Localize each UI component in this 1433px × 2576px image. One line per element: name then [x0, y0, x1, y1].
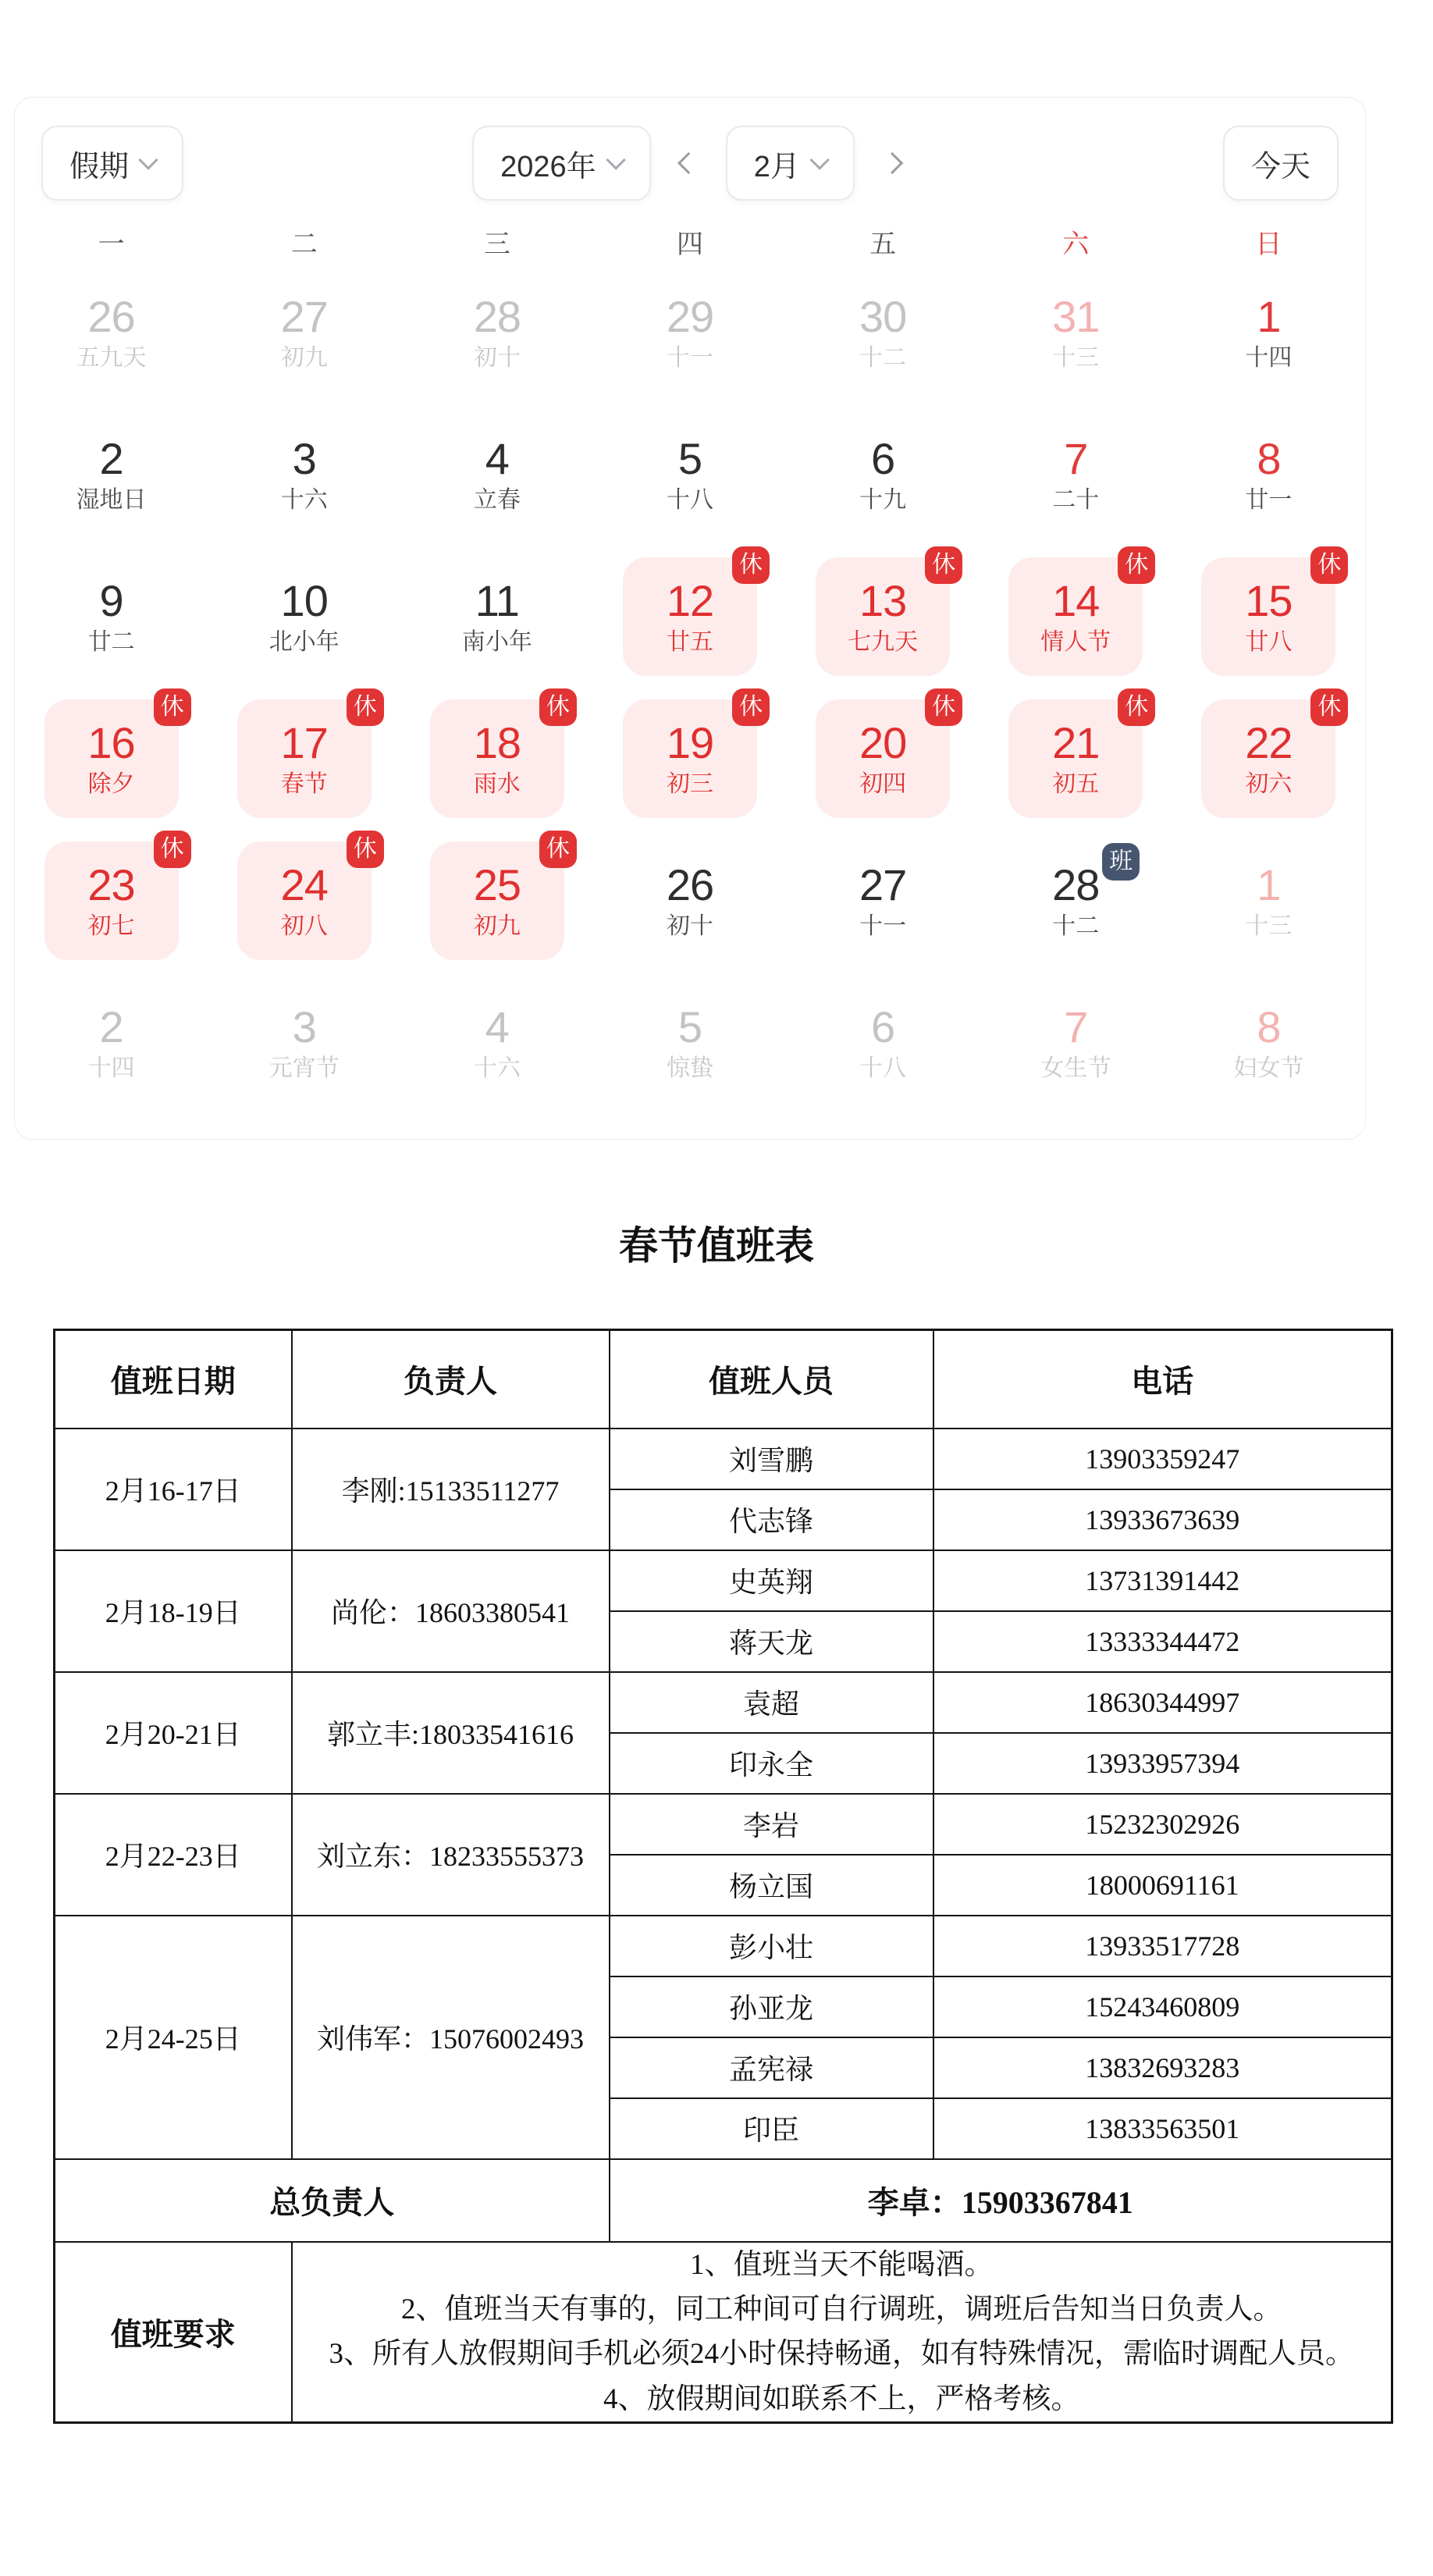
restday-badge: 休	[732, 688, 770, 726]
duty-staff-name: 孟宪禄	[610, 2037, 933, 2098]
day-cell[interactable]	[400, 546, 593, 688]
duty-leader-cell: 刘伟军：15076002493	[292, 1916, 610, 2159]
today-button[interactable]	[1223, 126, 1339, 201]
day-lunar-label: 十四	[87, 1055, 135, 1081]
day-cell[interactable]	[1172, 688, 1365, 830]
duty-staff-phone: 13731391442	[933, 1550, 1392, 1611]
chevron-left-icon	[677, 152, 699, 174]
day-tile	[816, 273, 950, 392]
day-tile	[623, 841, 757, 960]
day-number: 16	[87, 718, 135, 767]
duty-staff-phone: 18000691161	[933, 1855, 1392, 1916]
day-tile	[237, 836, 377, 960]
day-number: 8	[1257, 434, 1281, 483]
requirement-item: 1、值班当天不能喝酒。	[690, 2248, 994, 2281]
day-cell[interactable]	[787, 830, 980, 972]
day-lunar-label: 初三	[666, 771, 713, 797]
day-tile	[1008, 273, 1143, 392]
duty-staff-phone: 13833563501	[933, 2098, 1392, 2159]
duty-staff-phone: 15232302926	[933, 1794, 1392, 1855]
prev-month-button[interactable]	[673, 126, 704, 201]
calendar-toolbar	[41, 126, 1339, 201]
duty-staff-phone: 13933957394	[933, 1733, 1392, 1794]
date-navigation	[472, 126, 908, 201]
day-number: 20	[859, 718, 907, 767]
duty-staff-row	[55, 1916, 1392, 1976]
duty-staff-name: 孙亚龙	[610, 1976, 933, 2037]
day-tile	[623, 552, 763, 676]
day-lunar-label: 南小年	[461, 629, 532, 655]
requirements-body	[292, 2242, 1392, 2423]
day-tile	[816, 984, 950, 1102]
day-lunar-label: 初六	[1245, 771, 1293, 797]
day-cell[interactable]	[980, 404, 1172, 546]
day-cell[interactable]	[15, 262, 208, 404]
day-tile	[44, 836, 184, 960]
duty-column-header: 值班人员	[610, 1330, 933, 1429]
day-lunar-label: 除夕	[87, 771, 135, 797]
day-number: 23	[87, 860, 135, 909]
day-cell[interactable]	[1172, 972, 1365, 1114]
day-lunar-label: 十一	[859, 913, 907, 939]
restday-badge: 休	[539, 831, 577, 868]
duty-staff-name: 李岩	[610, 1794, 933, 1855]
day-cell[interactable]	[400, 972, 593, 1114]
restday-badge: 休	[1118, 688, 1155, 726]
day-number: 15	[1245, 576, 1293, 625]
duty-staff-row	[55, 1794, 1392, 1855]
day-lunar-label: 初七	[87, 913, 135, 939]
day-tile	[623, 415, 757, 534]
duty-table	[53, 1329, 1393, 2424]
day-cell[interactable]	[15, 972, 208, 1114]
next-month-button[interactable]	[877, 126, 908, 201]
day-lunar-label: 十八	[666, 487, 713, 513]
day-cell[interactable]	[15, 830, 208, 972]
day-cell[interactable]	[1172, 262, 1365, 404]
day-number: 24	[280, 860, 328, 909]
restday-badge: 休	[925, 688, 962, 726]
day-cell[interactable]	[980, 972, 1172, 1114]
requirements-label: 值班要求	[55, 2242, 292, 2423]
day-lunar-label: 女生节	[1040, 1055, 1111, 1081]
day-cell[interactable]	[208, 262, 400, 404]
day-number: 29	[666, 292, 714, 341]
day-number: 6	[871, 1002, 895, 1051]
day-cell[interactable]	[208, 972, 400, 1114]
duty-staff-phone: 13903359247	[933, 1429, 1392, 1489]
duty-leader-cell: 李刚:15133511277	[292, 1429, 610, 1550]
day-lunar-label: 初五	[1052, 771, 1100, 797]
day-cell[interactable]	[15, 546, 208, 688]
day-lunar-label: 十二	[1052, 913, 1100, 939]
restday-badge: 休	[347, 831, 384, 868]
day-cell[interactable]	[400, 688, 593, 830]
day-number: 3	[292, 1002, 316, 1051]
day-lunar-label: 十二	[859, 345, 907, 371]
day-lunar-label: 十三	[1245, 913, 1293, 939]
weekday-label: 一	[98, 229, 125, 259]
day-number: 26	[666, 860, 714, 909]
day-number: 28	[1052, 860, 1100, 909]
day-number: 25	[473, 860, 521, 909]
today-label: 今天	[1250, 150, 1310, 183]
duty-staff-phone: 13933673639	[933, 1489, 1392, 1550]
day-number: 21	[1052, 718, 1100, 767]
day-number: 26	[87, 292, 135, 341]
duty-staff-row	[55, 1550, 1392, 1611]
duty-column-header: 值班日期	[55, 1330, 292, 1429]
day-cell[interactable]	[1172, 830, 1365, 972]
day-number: 22	[1245, 718, 1293, 767]
restday-badge: 休	[925, 546, 962, 584]
days-grid	[15, 262, 1365, 1114]
day-tile	[623, 694, 763, 818]
day-cell[interactable]	[15, 688, 208, 830]
day-tile	[237, 557, 372, 676]
day-lunar-label: 五九天	[76, 345, 147, 371]
day-cell[interactable]	[980, 546, 1172, 688]
chevron-right-icon	[881, 152, 903, 174]
year-dropdown[interactable]	[472, 126, 651, 201]
duty-staff-phone: 18630344997	[933, 1672, 1392, 1733]
day-number: 9	[99, 576, 123, 625]
restday-badge: 休	[1310, 546, 1348, 584]
day-tile	[1201, 415, 1335, 534]
day-cell[interactable]	[787, 546, 980, 688]
duty-leader-cell: 郭立丰:18033541616	[292, 1672, 610, 1794]
day-number: 27	[859, 860, 907, 909]
day-tile	[1008, 552, 1149, 676]
general-leader-label: 总负责人	[55, 2159, 610, 2242]
day-lunar-label: 十九	[859, 487, 907, 513]
day-lunar-label: 廿五	[666, 629, 713, 655]
day-cell[interactable]	[980, 262, 1172, 404]
duty-date-cell: 2月20-21日	[55, 1672, 292, 1794]
general-leader-value: 李卓：15903367841	[610, 2159, 1392, 2242]
day-cell[interactable]	[593, 546, 786, 688]
day-lunar-label: 春节	[280, 771, 328, 797]
day-cell[interactable]	[593, 688, 786, 830]
duty-column-header: 负责人	[292, 1330, 610, 1429]
day-tile	[1201, 694, 1342, 818]
year-label: 2026年	[500, 150, 596, 183]
day-lunar-label: 北小年	[268, 629, 340, 655]
duty-leader-cell: 刘立东：18233555373	[292, 1794, 610, 1916]
restday-badge: 休	[1118, 546, 1155, 584]
day-lunar-label: 初四	[859, 771, 907, 797]
day-lunar-label: 元宵节	[268, 1055, 340, 1081]
day-tile	[1201, 984, 1335, 1102]
day-number: 3	[292, 434, 316, 483]
day-lunar-label: 廿一	[1245, 487, 1293, 513]
duty-date-cell: 2月16-17日	[55, 1429, 292, 1550]
duty-staff-row	[55, 1672, 1392, 1733]
day-lunar-label: 立春	[473, 487, 521, 513]
chevron-down-icon	[138, 150, 158, 169]
day-number: 11	[475, 576, 519, 625]
day-lunar-label: 初九	[280, 345, 328, 371]
day-cell[interactable]	[787, 688, 980, 830]
day-tile	[623, 984, 757, 1102]
day-tile	[44, 984, 179, 1102]
day-cell[interactable]	[400, 830, 593, 972]
duty-staff-name: 袁超	[610, 1672, 933, 1733]
day-number: 2	[99, 434, 123, 483]
duty-staff-name: 印臣	[610, 2098, 933, 2159]
duty-staff-name: 蒋天龙	[610, 1611, 933, 1672]
restday-badge: 休	[154, 688, 191, 726]
duty-date-cell: 2月18-19日	[55, 1550, 292, 1672]
duty-staff-row	[55, 1429, 1392, 1489]
requirement-item: 4、放假期间如联系不上，严格考核。	[603, 2382, 1080, 2415]
general-leader-row	[55, 2159, 1392, 2242]
day-cell[interactable]	[593, 262, 786, 404]
restday-badge: 休	[154, 831, 191, 868]
day-lunar-label: 初十	[666, 913, 713, 939]
day-lunar-label: 十六	[473, 1055, 521, 1081]
day-tile	[44, 694, 184, 818]
day-lunar-label: 廿八	[1245, 629, 1293, 655]
day-tile	[237, 415, 372, 534]
day-cell[interactable]	[787, 404, 980, 546]
day-tile	[430, 557, 564, 676]
day-cell[interactable]	[208, 404, 400, 546]
weekday-label: 三	[483, 229, 510, 259]
day-cell[interactable]	[593, 830, 786, 972]
day-number: 1	[1257, 860, 1281, 909]
day-tile	[1201, 841, 1335, 960]
day-lunar-label: 初十	[473, 345, 521, 371]
day-tile	[1008, 694, 1149, 818]
day-tile	[237, 694, 377, 818]
day-tile	[816, 552, 956, 676]
day-number: 12	[666, 576, 714, 625]
chevron-down-icon	[606, 150, 625, 169]
duty-staff-name: 印永全	[610, 1733, 933, 1794]
day-tile	[1201, 552, 1342, 676]
day-lunar-label: 十四	[1245, 345, 1293, 371]
day-number: 14	[1052, 576, 1100, 625]
weekday-label: 日	[1255, 229, 1282, 259]
day-lunar-label: 惊蛰	[666, 1055, 713, 1081]
day-number: 18	[473, 718, 521, 767]
duty-staff-phone: 13832693283	[933, 2037, 1392, 2098]
requirement-item: 2、值班当天有事的，同工种间可自行调班，调班后告知当日负责人。	[401, 2293, 1282, 2325]
day-lunar-label: 十三	[1052, 345, 1100, 371]
day-number: 27	[280, 292, 328, 341]
restday-badge: 休	[539, 688, 577, 726]
duty-staff-phone: 15243460809	[933, 1976, 1392, 2037]
day-tile	[44, 415, 179, 534]
day-number: 1	[1257, 292, 1281, 341]
duty-date-cell: 2月24-25日	[55, 1916, 292, 2159]
duty-staff-name: 杨立国	[610, 1855, 933, 1916]
month-dropdown[interactable]	[726, 126, 855, 201]
day-tile	[430, 836, 570, 960]
day-tile	[44, 273, 179, 392]
day-cell[interactable]	[593, 404, 786, 546]
requirement-item: 3、所有人放假期间手机必须24小时保持畅通，如有特殊情况，需临时调配人员。	[329, 2338, 1354, 2371]
month-label: 2月	[753, 150, 800, 183]
day-cell[interactable]	[208, 546, 400, 688]
weekday-label: 四	[676, 229, 703, 259]
restday-badge: 休	[1310, 688, 1348, 726]
day-lunar-label: 二十	[1052, 487, 1100, 513]
holiday-filter-dropdown[interactable]	[41, 126, 183, 201]
day-number: 19	[666, 718, 714, 767]
day-number: 30	[859, 292, 907, 341]
day-lunar-label: 雨水	[473, 771, 521, 797]
day-cell[interactable]	[1172, 546, 1365, 688]
weekday-label: 六	[1062, 229, 1090, 259]
day-tile	[430, 984, 564, 1102]
day-tile	[44, 557, 179, 676]
day-tile	[816, 694, 956, 818]
chevron-down-icon	[809, 150, 829, 169]
day-number: 31	[1052, 292, 1100, 341]
duty-staff-name: 代志锋	[610, 1489, 933, 1550]
day-tile	[237, 984, 372, 1102]
duty-column-header: 电话	[933, 1330, 1392, 1429]
day-number: 7	[1064, 434, 1088, 483]
day-cell[interactable]	[208, 688, 400, 830]
weekday-header	[15, 227, 1365, 262]
day-number: 28	[473, 292, 521, 341]
day-number: 7	[1064, 1002, 1088, 1051]
day-lunar-label: 十六	[280, 487, 328, 513]
day-cell[interactable]	[980, 688, 1172, 830]
duty-table-header-row	[55, 1330, 1392, 1429]
workday-badge: 班	[1102, 843, 1140, 881]
duty-leader-cell: 尚伦：18603380541	[292, 1550, 610, 1672]
duty-date-cell: 2月22-23日	[55, 1794, 292, 1916]
day-cell[interactable]	[787, 262, 980, 404]
day-lunar-label: 初九	[473, 913, 521, 939]
day-number: 8	[1257, 1002, 1281, 1051]
day-tile	[1201, 273, 1335, 392]
day-cell[interactable]	[1172, 404, 1365, 546]
day-number: 17	[280, 718, 328, 767]
requirements-row	[55, 2242, 1392, 2423]
day-number: 4	[485, 1002, 509, 1051]
day-tile	[1008, 841, 1143, 960]
day-tile	[816, 415, 950, 534]
day-number: 2	[99, 1002, 123, 1051]
day-tile	[1008, 984, 1143, 1102]
duty-staff-name: 刘雪鹏	[610, 1429, 933, 1489]
restday-badge: 休	[732, 546, 770, 584]
day-lunar-label: 初八	[280, 913, 328, 939]
day-lunar-label: 十一	[666, 345, 713, 371]
duty-staff-name: 史英翔	[610, 1550, 933, 1611]
weekday-label: 五	[869, 229, 897, 259]
day-tile	[237, 273, 372, 392]
day-number: 10	[280, 576, 328, 625]
restday-badge: 休	[347, 688, 384, 726]
calendar-card	[14, 97, 1366, 1140]
day-tile	[1008, 415, 1143, 534]
day-number: 13	[859, 576, 907, 625]
day-lunar-label: 情人节	[1040, 629, 1111, 655]
day-cell[interactable]	[15, 404, 208, 546]
day-cell[interactable]	[593, 972, 786, 1114]
duty-table-title: 春节值班表	[619, 1224, 814, 1268]
day-cell[interactable]	[787, 972, 980, 1114]
day-tile	[430, 694, 570, 818]
day-number: 5	[677, 434, 702, 483]
day-tile	[430, 273, 564, 392]
day-cell[interactable]	[400, 404, 593, 546]
day-lunar-label: 湿地日	[76, 487, 147, 513]
duty-staff-name: 彭小壮	[610, 1916, 933, 1976]
day-tile	[816, 841, 950, 960]
day-cell[interactable]	[400, 262, 593, 404]
day-lunar-label: 七九天	[848, 629, 919, 655]
day-lunar-label: 十八	[859, 1055, 907, 1081]
day-cell[interactable]	[208, 830, 400, 972]
day-cell[interactable]	[980, 830, 1172, 972]
day-number: 5	[677, 1002, 702, 1051]
day-lunar-label: 廿二	[87, 629, 135, 655]
day-number: 6	[871, 434, 895, 483]
duty-staff-phone: 13933517728	[933, 1916, 1392, 1976]
duty-staff-phone: 13333344472	[933, 1611, 1392, 1672]
day-tile	[430, 415, 564, 534]
day-lunar-label: 妇女节	[1233, 1055, 1304, 1081]
weekday-label: 二	[290, 229, 318, 259]
day-tile	[623, 273, 757, 392]
holiday-filter-label: 假期	[69, 150, 130, 183]
day-number: 4	[485, 434, 509, 483]
